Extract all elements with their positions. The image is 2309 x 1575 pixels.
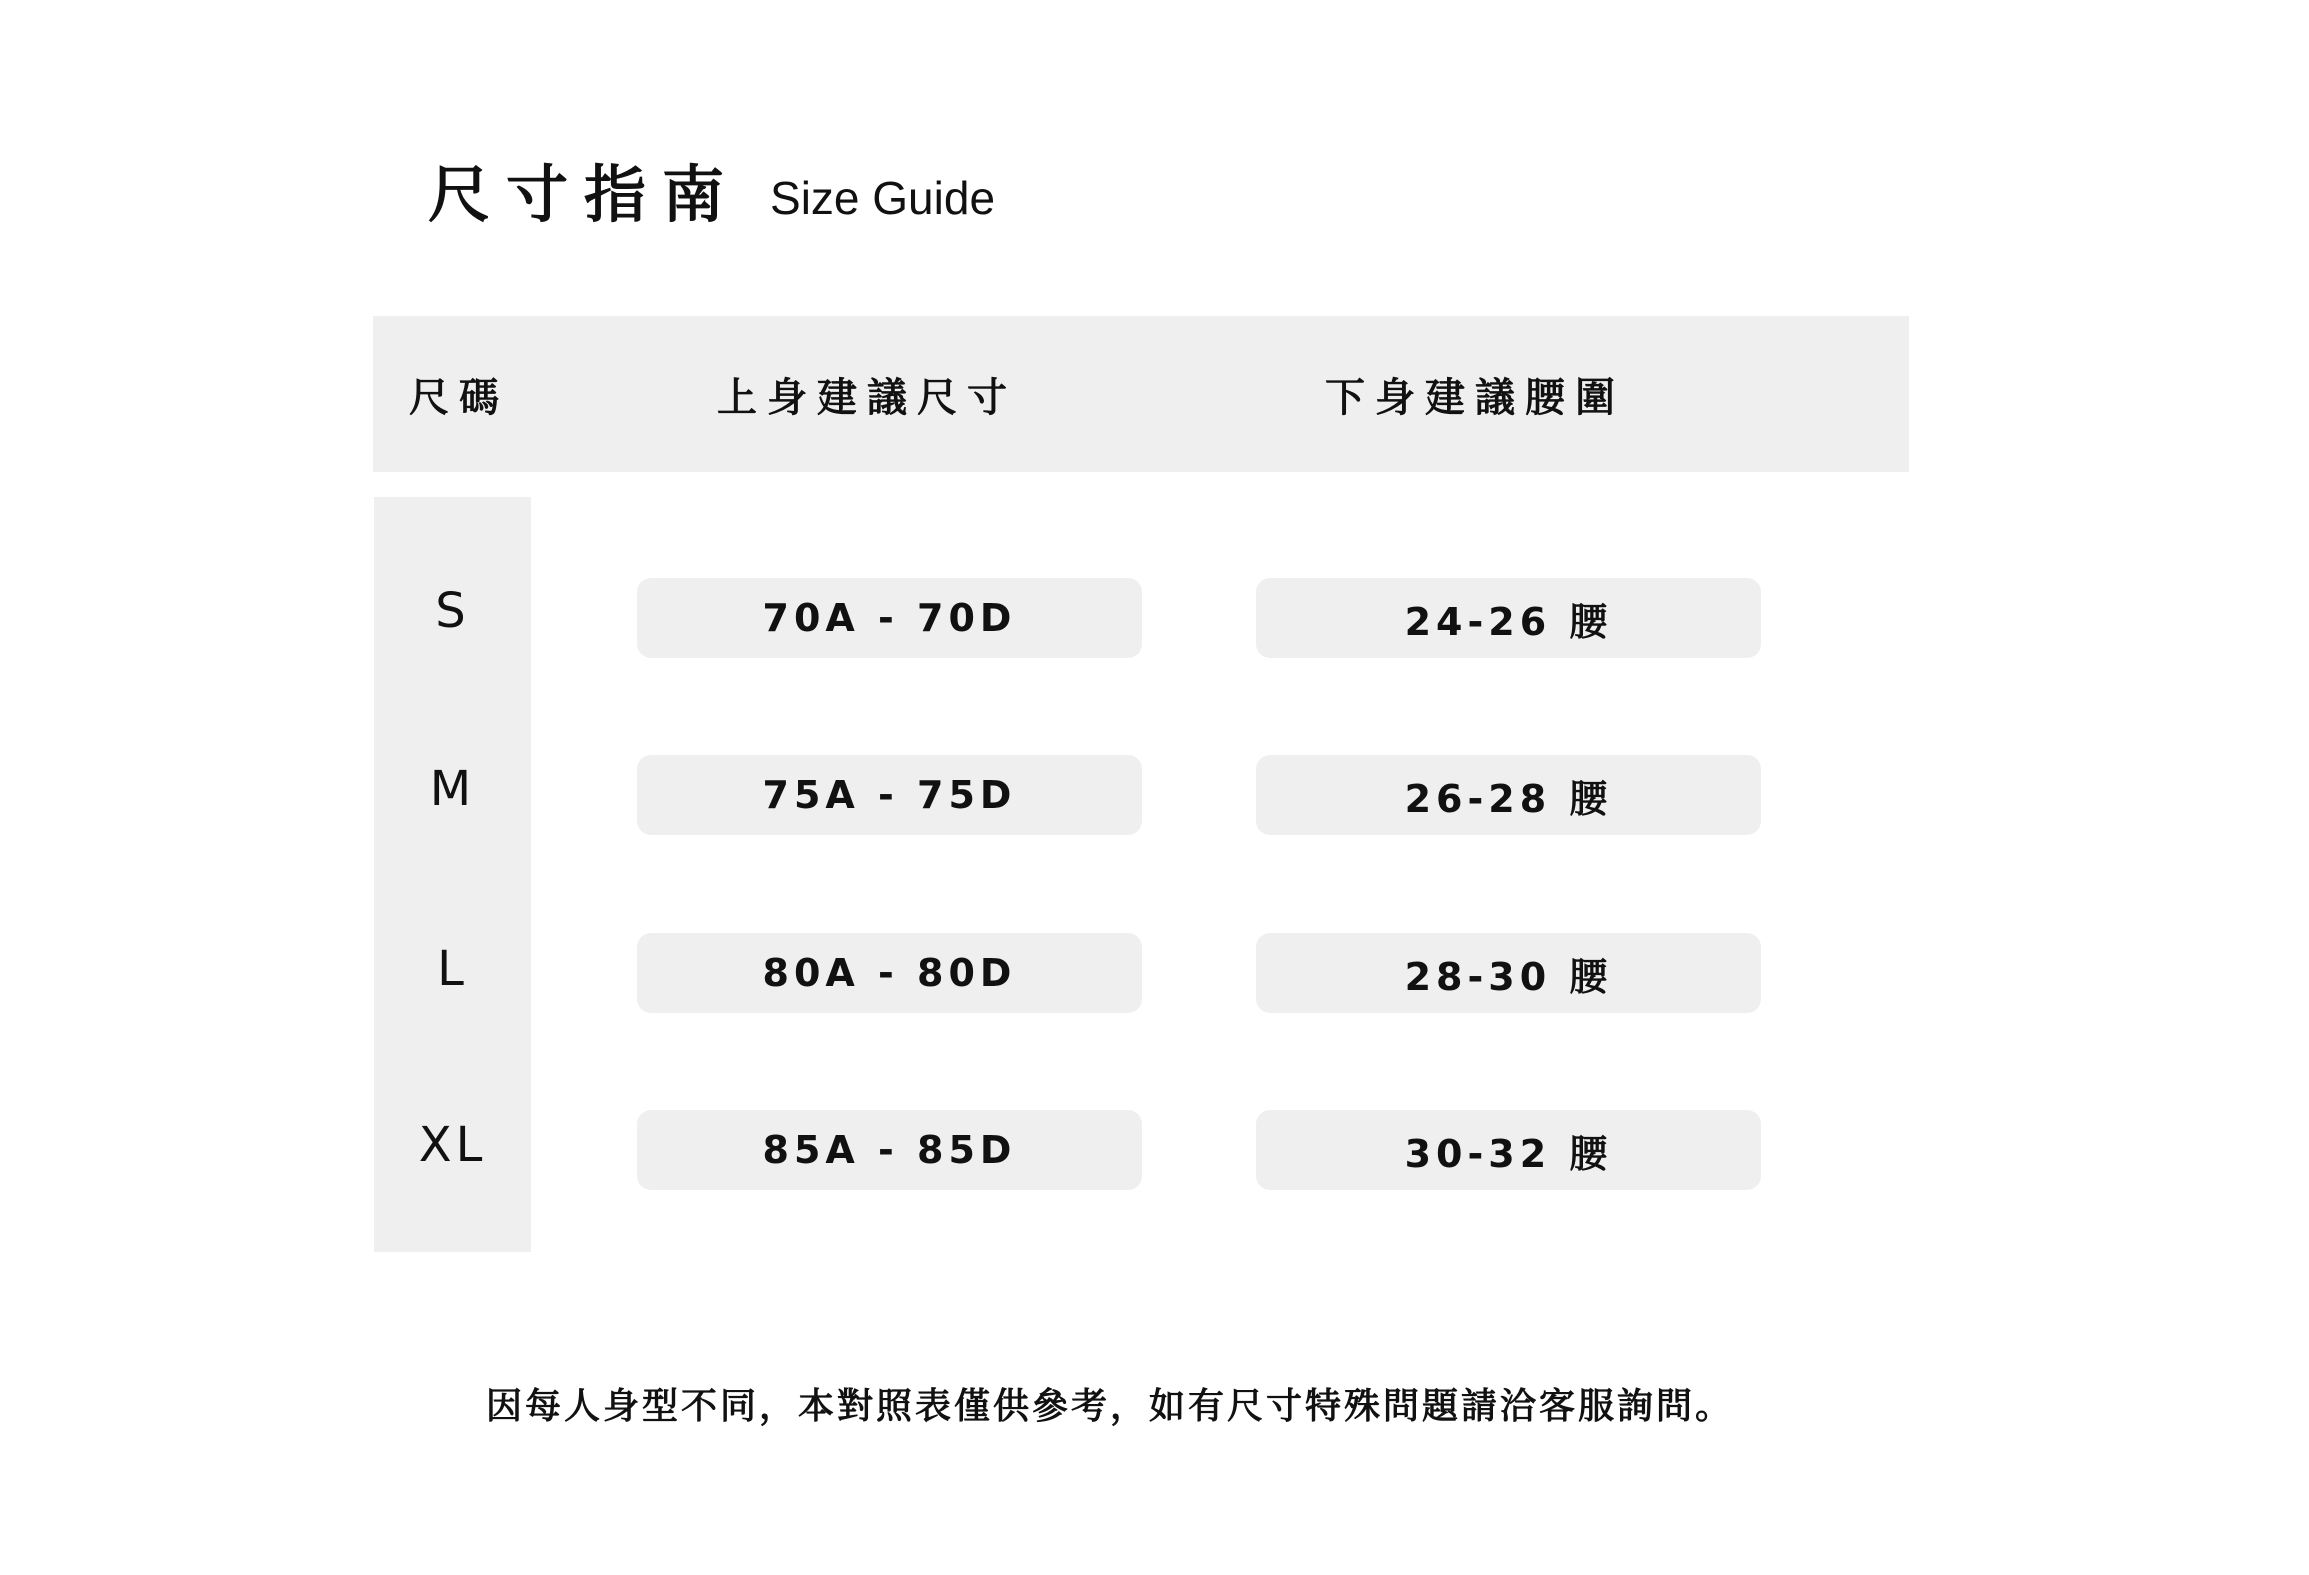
header-bottom-waist: 下身建議腰圍 (1325, 374, 1625, 421)
bottom-waist-cell: 28-30 腰 (1256, 933, 1761, 1013)
title-chinese: 尺寸指南 (428, 158, 741, 231)
top-size-cell: 75A - 75D (637, 755, 1142, 835)
table-header (373, 316, 1909, 472)
bottom-waist-cell: 24-26 腰 (1256, 578, 1761, 658)
top-size-cell: 85A - 85D (637, 1110, 1142, 1190)
header-size: 尺碼 (409, 374, 509, 421)
bottom-waist-cell: 26-28 腰 (1256, 755, 1761, 835)
title-english: Size Guide (770, 172, 996, 224)
footnote: 因每人身型不同，本對照表僅供參考，如有尺寸特殊問題請洽客服詢問。 (485, 1386, 1734, 1427)
size-label: M (429, 761, 476, 817)
page-title (428, 150, 995, 240)
size-label: XL (418, 1117, 487, 1173)
header-top-size: 上身建議尺寸 (717, 374, 1017, 421)
top-size-cell: 80A - 80D (637, 933, 1142, 1013)
bottom-waist-cell: 30-32 腰 (1256, 1110, 1761, 1190)
size-label: L (437, 941, 468, 997)
size-label: S (435, 583, 470, 639)
top-size-cell: 70A - 70D (637, 578, 1142, 658)
size-column (374, 497, 531, 1252)
